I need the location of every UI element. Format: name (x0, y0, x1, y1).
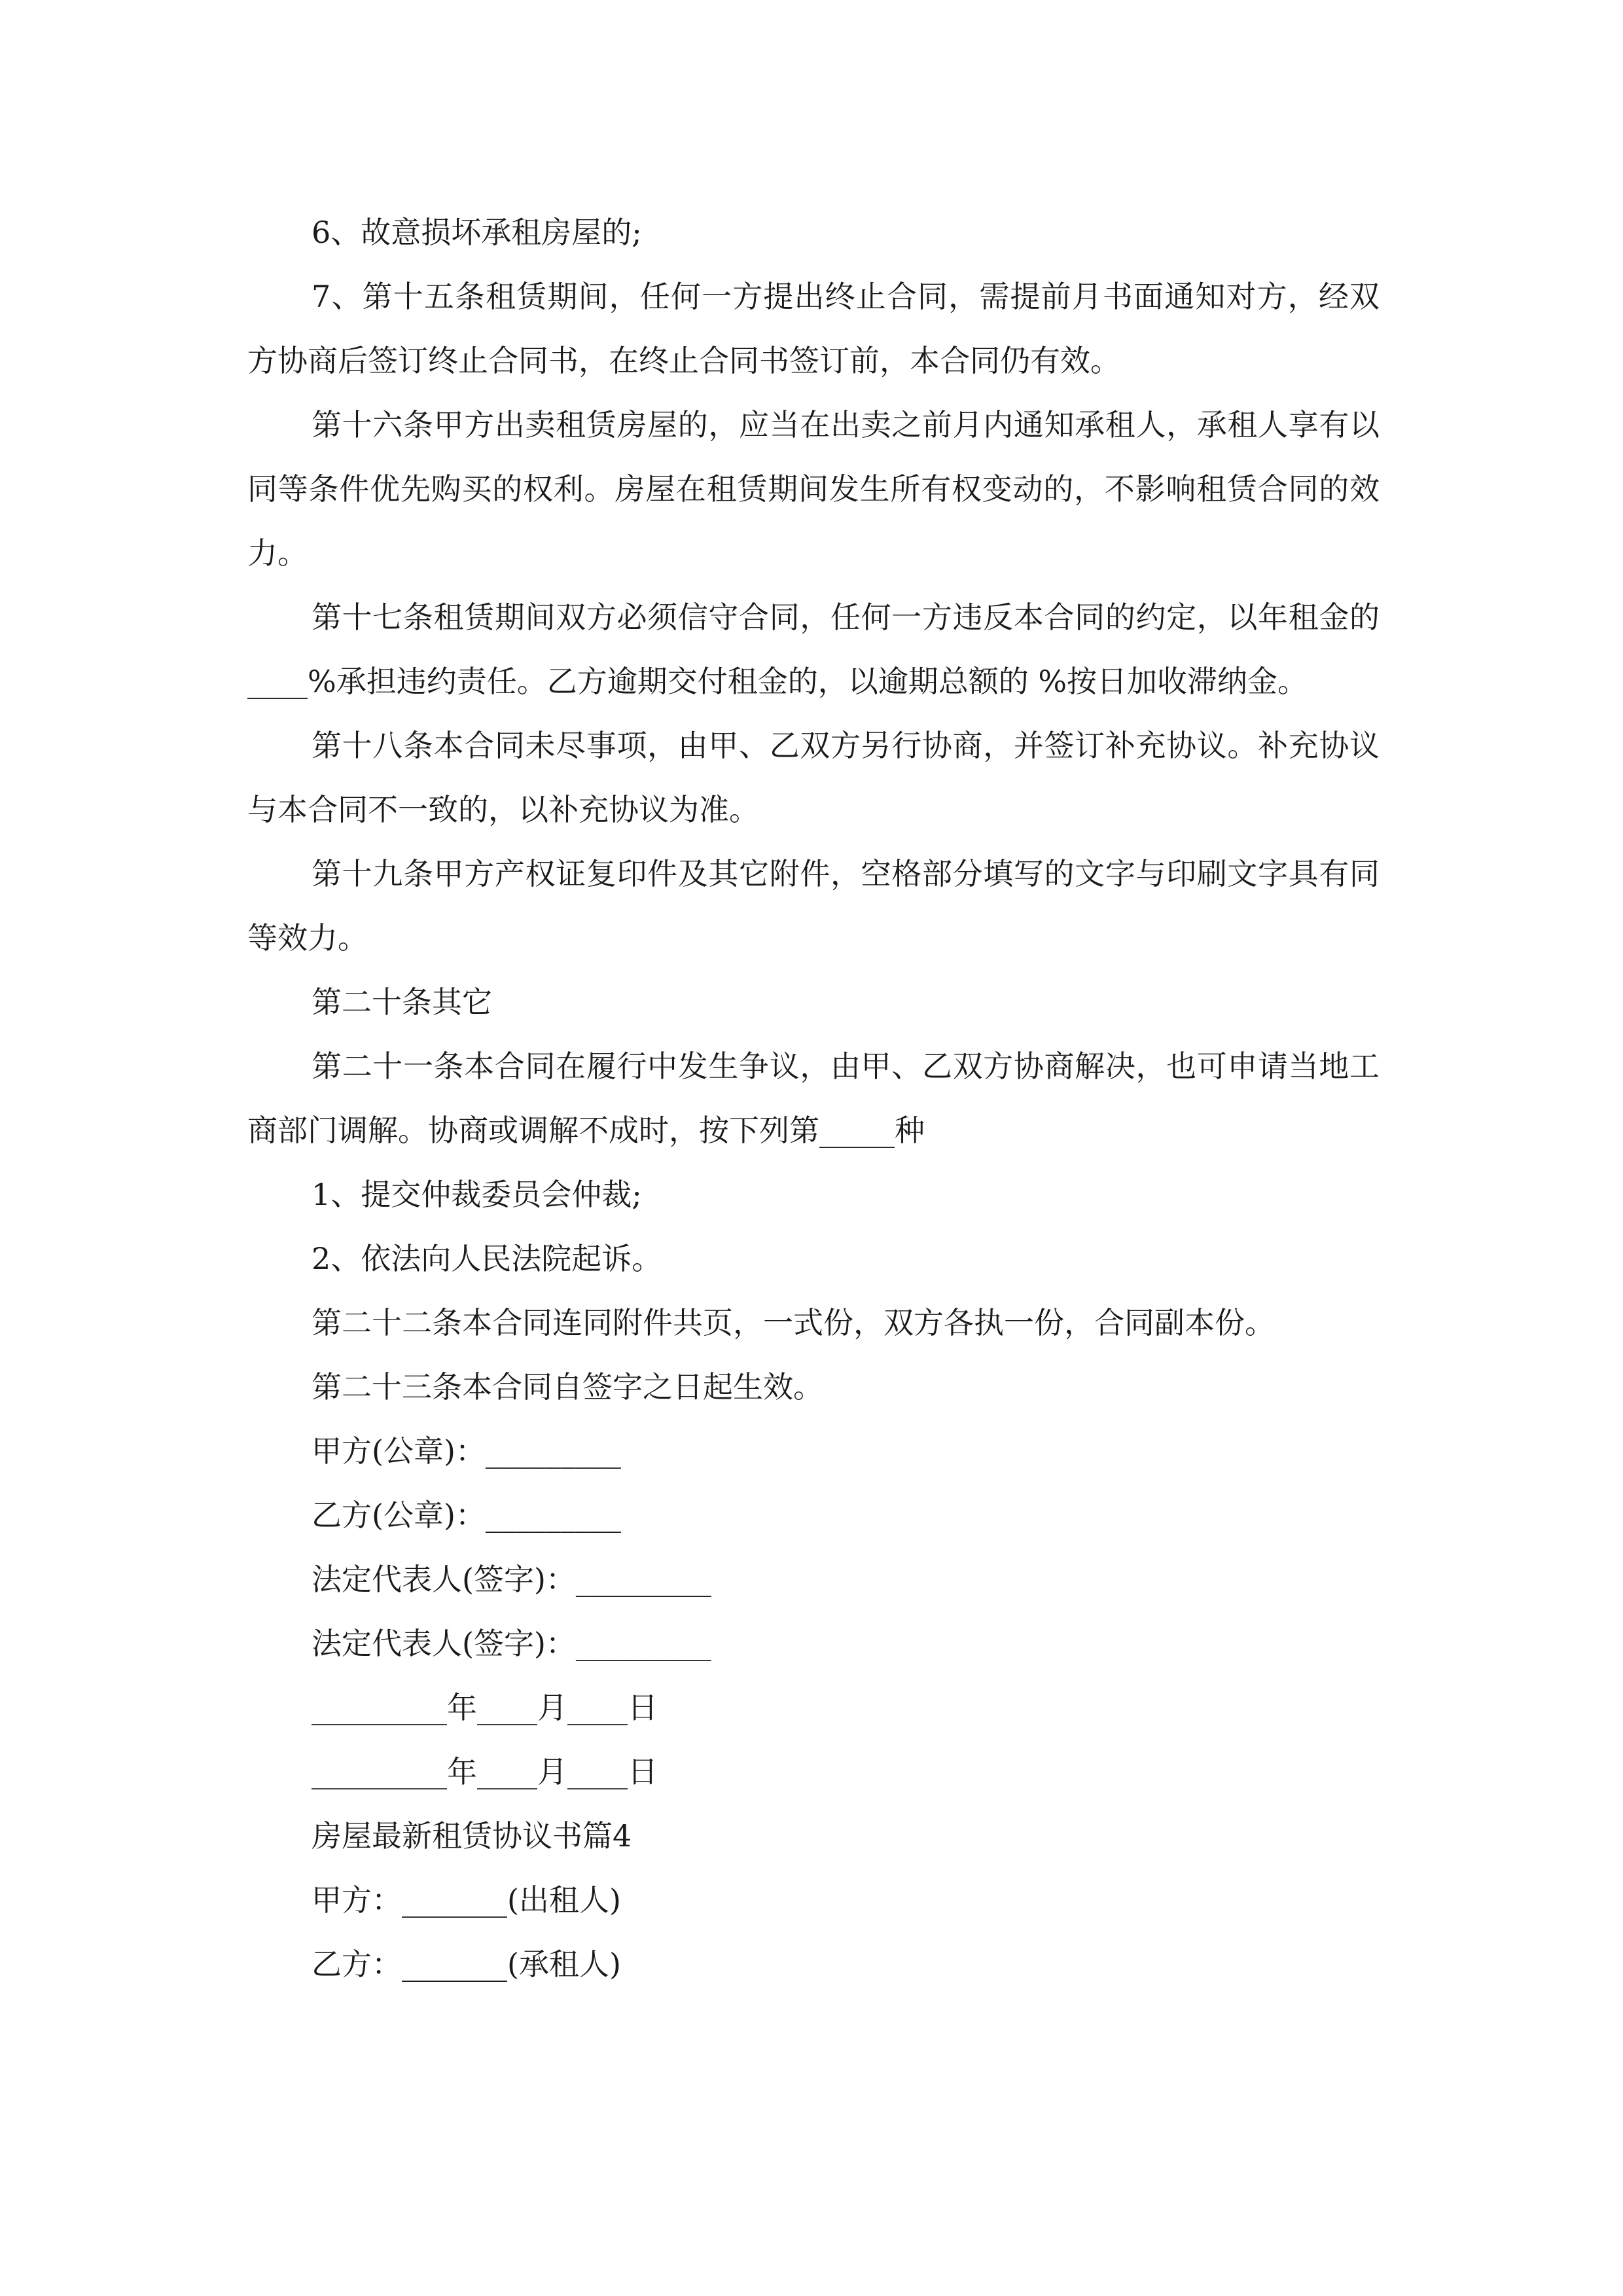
clause-18: 第十八条本合同未尽事项，由甲、乙双方另行协商，并签订补充协议。补充协议与本合同不一致的，以补充协议为准。 (247, 728, 1380, 827)
legal-rep-signature-line-b: 法定代表人(签字)：_________ (312, 1626, 711, 1661)
section-heading: 房屋最新租赁协议书篇4 (312, 1818, 632, 1854)
party-b-seal-line: 乙方(公章)：_________ (312, 1498, 621, 1533)
date-line-b: _________年____月____日 (312, 1754, 658, 1789)
dispute-option-1: 1、提交仲裁委员会仲裁; (312, 1177, 642, 1212)
clause-23: 第二十三条本合同自签字之日起生效。 (312, 1369, 823, 1405)
clause-21: 第二十一条本合同在履行中发生争议，由甲、乙双方协商解决，也可申请当地工商部门调解。协商或调解不成时，按下列第_____种 (247, 1049, 1380, 1148)
legal-rep-signature-line-a: 法定代表人(签字)：_________ (312, 1562, 711, 1597)
clause-19: 第十九条甲方产权证复印件及其它附件，空格部分填写的文字与印刷文字具有同等效力。 (247, 856, 1380, 956)
dispute-option-2: 2、依法向人民法院起诉。 (312, 1241, 662, 1276)
party-b-lessee-line: 乙方：_______(承租人) (312, 1946, 621, 1982)
party-a-seal-line: 甲方(公章)：_________ (312, 1433, 621, 1469)
clause-item-7: 7、第十五条租赁期间，任何一方提出终止合同，需提前月书面通知对方，经双方协商后签订终止合同书，在终止合同书签订前，本合同仍有效。 (247, 279, 1380, 378)
clause-20: 第二十条其它 (312, 984, 492, 1020)
party-a-lessor-line: 甲方：_______(出租人) (312, 1882, 621, 1918)
document-body (247, 200, 1380, 1996)
clause-16: 第十六条甲方出卖租赁房屋的，应当在出卖之前月内通知承租人，承租人享有以同等条件优先购买的权利。房屋在租赁期间发生所有权变动的，不影响租赁合同的效力。 (247, 407, 1380, 571)
clause-22: 第二十二条本合同连同附件共页，一式份，双方各执一份，合同副本份。 (312, 1305, 1275, 1340)
date-line-a: _________年____月____日 (312, 1690, 658, 1725)
clause-17: 第十七条租赁期间双方必须信守合同，任何一方违反本合同的约定，以年租金的____%承担违约责任。乙方逾期交付租金的，以逾期总额的 %按日加收滞纳金。 (247, 600, 1380, 699)
clause-item-6: 6、故意损坏承租房屋的; (312, 215, 642, 250)
